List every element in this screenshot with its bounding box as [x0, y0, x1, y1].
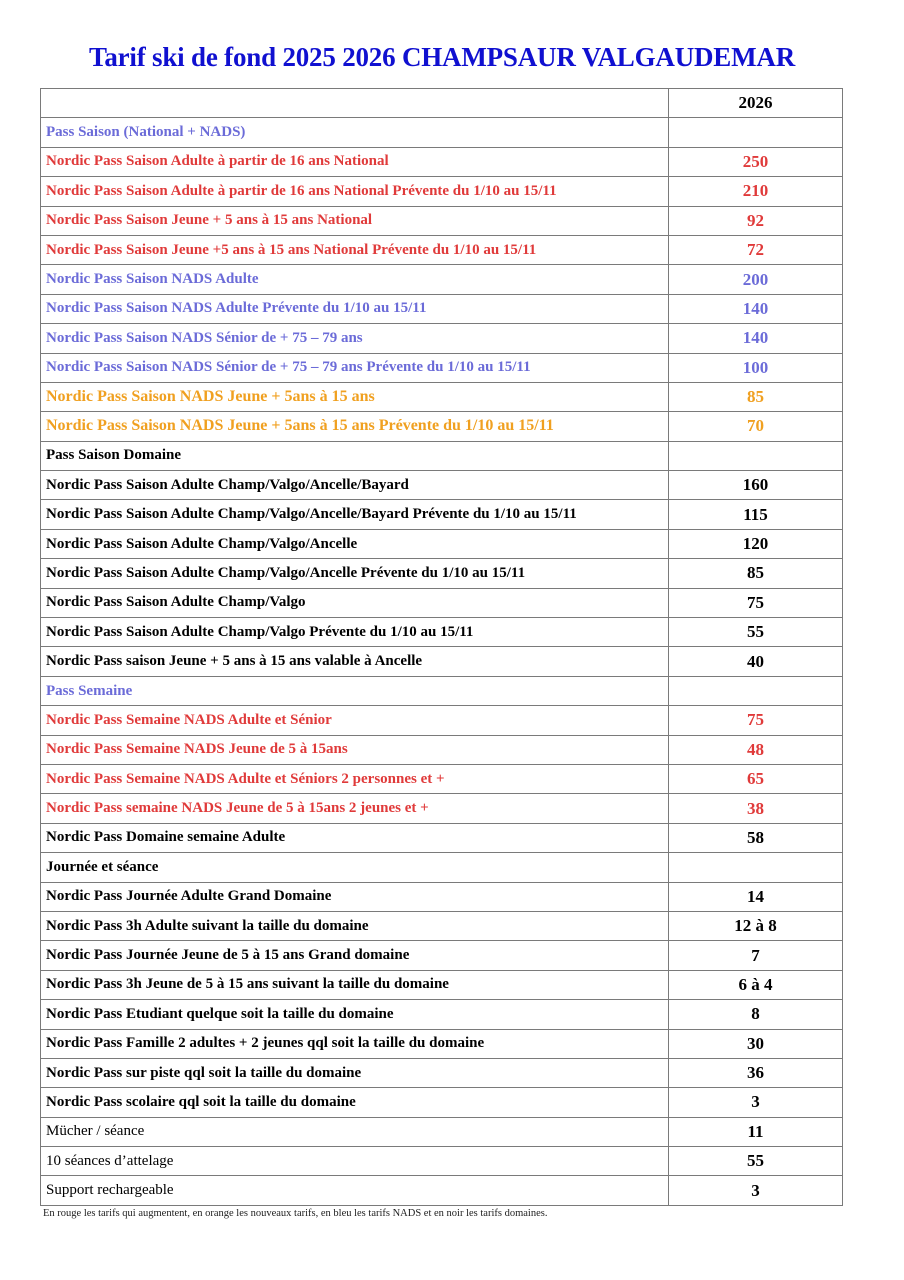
tariff-table-body: [41, 118, 843, 1205]
tariff-label: Nordic Pass Saison Adulte Champ/Valgo: [41, 588, 669, 617]
section-header-row: [41, 853, 843, 882]
tariff-price: 7: [669, 941, 843, 970]
tariff-label: Nordic Pass Journée Adulte Grand Domaine: [41, 882, 669, 911]
tariff-price: 120: [669, 529, 843, 558]
tariff-label: Nordic Pass Journée Jeune de 5 à 15 ans Grand domaine: [41, 941, 669, 970]
tariff-price: 115: [669, 500, 843, 529]
header-label-cell: [41, 89, 669, 118]
table-row: [41, 647, 843, 676]
tariff-price: 30: [669, 1029, 843, 1058]
tariff-label: Nordic Pass Saison Adulte Champ/Valgo/Ancelle Prévente du 1/10 au 15/11: [41, 559, 669, 588]
tariff-label: Nordic Pass Saison NADS Sénior de + 75 – 79 ans Prévente du 1/10 au 15/11: [41, 353, 669, 382]
tariff-label: Nordic Pass Saison Adulte Champ/Valgo/Ancelle/Bayard: [41, 471, 669, 500]
table-row: [41, 1029, 843, 1058]
tariff-price: 85: [669, 559, 843, 588]
tariff-price: 11: [669, 1117, 843, 1146]
tariff-price: 160: [669, 471, 843, 500]
table-row: [41, 1000, 843, 1029]
tariff-price: 3: [669, 1088, 843, 1117]
tariff-price: 40: [669, 647, 843, 676]
table-row: [41, 382, 843, 411]
header-year-cell: 2026: [669, 89, 843, 118]
tariff-label: Nordic Pass semaine NADS Jeune de 5 à 15ans 2 jeunes et +: [41, 794, 669, 823]
color-legend-footnote: En rouge les tarifs qui augmentent, en orange les nouveaux tarifs, en bleu les tarifs NADS et en noir les tarifs domaines.: [43, 1208, 548, 1219]
table-row: [41, 294, 843, 323]
table-row: [41, 911, 843, 940]
table-row: [41, 1147, 843, 1176]
tariff-label: Nordic Pass Saison Adulte à partir de 16 ans National: [41, 147, 669, 176]
tariff-price: 140: [669, 294, 843, 323]
table-row: [41, 823, 843, 852]
tariff-price: [669, 118, 843, 147]
tariff-price: 55: [669, 1147, 843, 1176]
table-row: [41, 588, 843, 617]
tariff-price: 58: [669, 823, 843, 852]
tariff-table: [40, 88, 843, 1206]
tariff-price: 100: [669, 353, 843, 382]
tariff-price: 70: [669, 412, 843, 441]
table-row: [41, 235, 843, 264]
tariff-price: 36: [669, 1058, 843, 1087]
tariff-price: 8: [669, 1000, 843, 1029]
tariff-label: Nordic Pass Famille 2 adultes + 2 jeunes qql soit la taille du domaine: [41, 1029, 669, 1058]
tariff-label: Nordic Pass Saison Adulte Champ/Valgo/Ancelle/Bayard Prévente du 1/10 au 15/11: [41, 500, 669, 529]
tariff-label: Nordic Pass Semaine NADS Jeune de 5 à 15ans: [41, 735, 669, 764]
tariff-price: 72: [669, 235, 843, 264]
tariff-price: 75: [669, 706, 843, 735]
tariff-price: 12 à 8: [669, 911, 843, 940]
table-row: [41, 1117, 843, 1146]
table-header-row: [41, 89, 843, 118]
tariff-price: 14: [669, 882, 843, 911]
section-header-row: [41, 676, 843, 705]
table-row: [41, 706, 843, 735]
tariff-price: 38: [669, 794, 843, 823]
tariff-label: Nordic Pass Saison Jeune +5 ans à 15 ans National Prévente du 1/10 au 15/11: [41, 235, 669, 264]
tariff-price: [669, 853, 843, 882]
tariff-label: Nordic Pass saison Jeune + 5 ans à 15 ans valable à Ancelle: [41, 647, 669, 676]
section-title: Pass Saison Domaine: [41, 441, 669, 470]
table-row: [41, 177, 843, 206]
tariff-price: 48: [669, 735, 843, 764]
tariff-label: Nordic Pass Saison Jeune + 5 ans à 15 ans National: [41, 206, 669, 235]
tariff-price: 6 à 4: [669, 970, 843, 999]
tariff-label: Support rechargeable: [41, 1176, 669, 1205]
table-row: [41, 941, 843, 970]
tariff-price: 65: [669, 764, 843, 793]
table-row: [41, 735, 843, 764]
section-title: Journée et séance: [41, 853, 669, 882]
tariff-label: Nordic Pass Saison NADS Adulte: [41, 265, 669, 294]
table-row: [41, 618, 843, 647]
table-row: [41, 206, 843, 235]
table-row: [41, 559, 843, 588]
tariff-label: Nordic Pass Semaine NADS Adulte et Sénior: [41, 706, 669, 735]
tariff-price: 200: [669, 265, 843, 294]
tariff-price: 210: [669, 177, 843, 206]
table-row: [41, 147, 843, 176]
tariff-price: [669, 676, 843, 705]
table-row: [41, 353, 843, 382]
tariff-label: Nordic Pass Saison Adulte Champ/Valgo/Ancelle: [41, 529, 669, 558]
tariff-label: Nordic Pass Saison Adulte Champ/Valgo Prévente du 1/10 au 15/11: [41, 618, 669, 647]
tariff-label: Nordic Pass scolaire qql soit la taille du domaine: [41, 1088, 669, 1117]
tariff-label: Nordic Pass 3h Jeune de 5 à 15 ans suivant la taille du domaine: [41, 970, 669, 999]
tariff-price: 55: [669, 618, 843, 647]
table-row: [41, 1176, 843, 1205]
tariff-label: Nordic Pass Saison NADS Adulte Prévente du 1/10 au 15/11: [41, 294, 669, 323]
table-row: [41, 412, 843, 441]
tariff-label: Nordic Pass 3h Adulte suivant la taille du domaine: [41, 911, 669, 940]
table-row: [41, 970, 843, 999]
table-row: [41, 1088, 843, 1117]
tariff-label: Mücher / séance: [41, 1117, 669, 1146]
table-row: [41, 471, 843, 500]
table-row: [41, 265, 843, 294]
page-title: Tarif ski de fond 2025 2026 CHAMPSAUR VALGAUDEMAR: [88, 42, 796, 72]
tariff-price: [669, 441, 843, 470]
section-title: Pass Semaine: [41, 676, 669, 705]
tariff-label: Nordic Pass Saison NADS Jeune + 5ans à 15 ans Prévente du 1/10 au 15/11: [41, 412, 669, 441]
tariff-price: 3: [669, 1176, 843, 1205]
table-row: [41, 794, 843, 823]
tariff-price: 85: [669, 382, 843, 411]
tariff-label: Nordic Pass Etudiant quelque soit la taille du domaine: [41, 1000, 669, 1029]
section-title: Pass Saison (National + NADS): [41, 118, 669, 147]
section-header-row: [41, 441, 843, 470]
tariff-price: 250: [669, 147, 843, 176]
tariff-label: Nordic Pass Domaine semaine Adulte: [41, 823, 669, 852]
tariff-price: 140: [669, 324, 843, 353]
tariff-label: Nordic Pass Saison NADS Sénior de + 75 – 79 ans: [41, 324, 669, 353]
table-row: [41, 1058, 843, 1087]
tariff-price: 75: [669, 588, 843, 617]
tariff-label: Nordic Pass sur piste qql soit la taille du domaine: [41, 1058, 669, 1087]
tariff-label: Nordic Pass Saison NADS Jeune + 5ans à 15 ans: [41, 382, 669, 411]
table-row: [41, 529, 843, 558]
tariff-price: 92: [669, 206, 843, 235]
table-row: [41, 882, 843, 911]
table-row: [41, 324, 843, 353]
section-header-row: [41, 118, 843, 147]
tariff-label: Nordic Pass Saison Adulte à partir de 16 ans National Prévente du 1/10 au 15/11: [41, 177, 669, 206]
tariff-label: 10 séances d’attelage: [41, 1147, 669, 1176]
table-row: [41, 764, 843, 793]
table-row: [41, 500, 843, 529]
tariff-label: Nordic Pass Semaine NADS Adulte et Séniors 2 personnes et +: [41, 764, 669, 793]
